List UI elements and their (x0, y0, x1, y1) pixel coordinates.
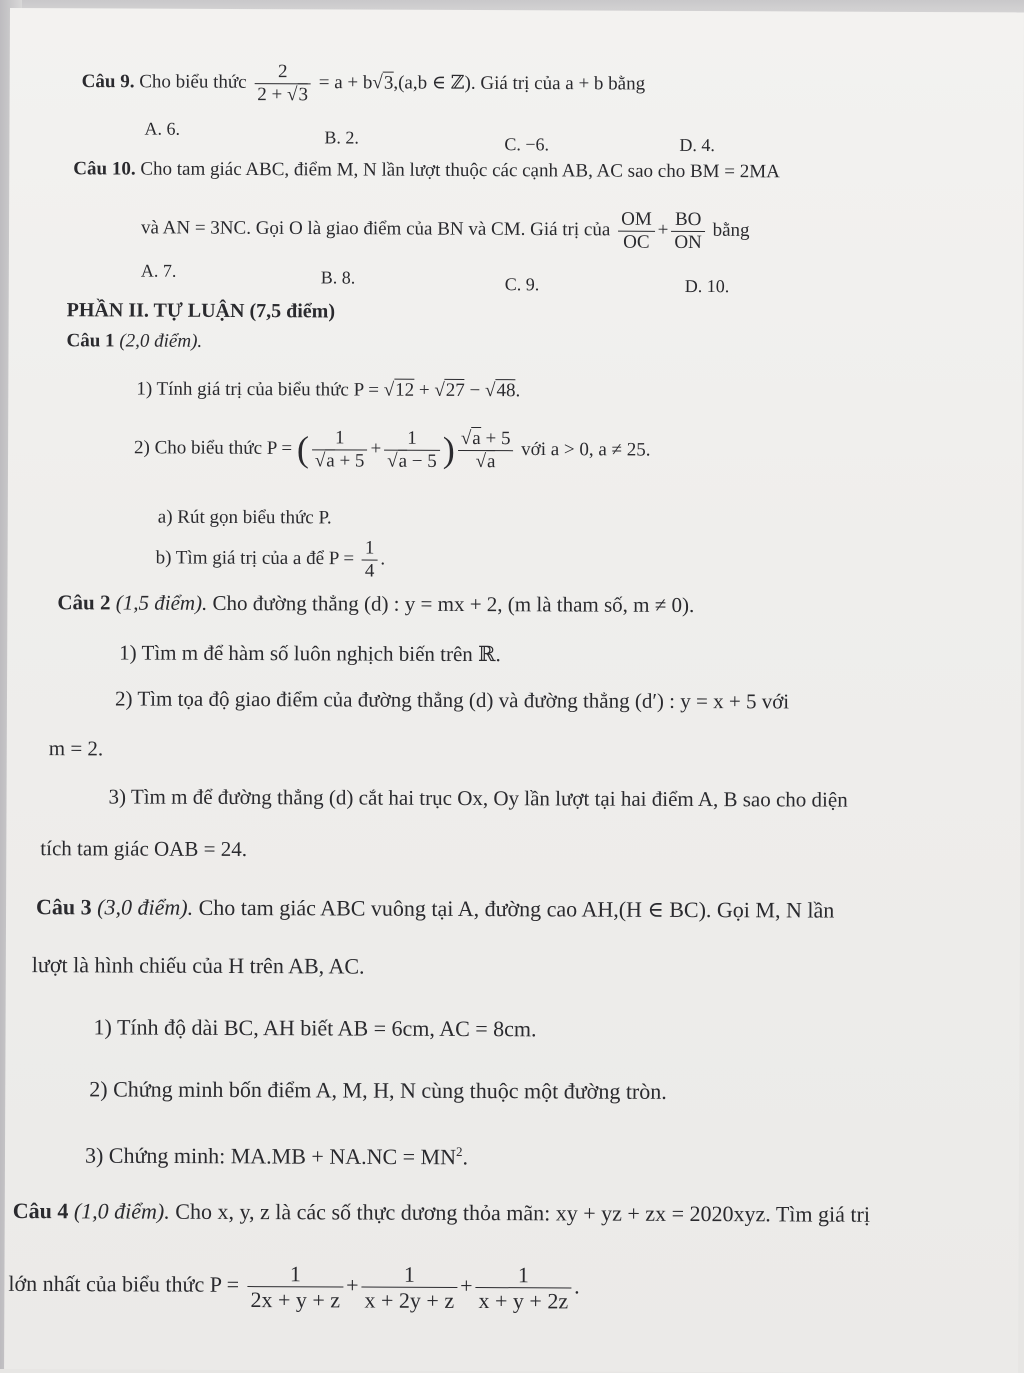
c1-label: Câu 1 (66, 330, 115, 352)
c1-frac2-den: √a − 5 (387, 450, 437, 472)
c1-s2-text: 2) Cho biểu thức P = (134, 437, 297, 459)
q9-label: Câu 9. (81, 71, 135, 93)
c1-s1-minus: − (464, 379, 486, 402)
c1-s1: 1) Tính giá trị của biểu thức P = √12 + √27 − √48. (136, 378, 521, 402)
c1-frac1 (312, 427, 368, 472)
c1-frac1-den: √a + 5 (314, 450, 365, 472)
c1-s2-condition: với a > 0, a ≠ 25. (521, 438, 651, 461)
c4-frac1-den: 2x + y + z (250, 1287, 341, 1313)
c1-sb-num: 1 (362, 538, 378, 561)
c1-sb-den: 4 (364, 560, 375, 582)
c1-points: (2,0 điểm). (119, 330, 203, 352)
c4-frac1-num: 1 (248, 1261, 344, 1288)
exam-sheet (4, 8, 1024, 1373)
c4-intro: Cho x, y, z là các số thực dương thỏa mãn: xy + yz + zx = 2020xyz. Tìm giá trị (175, 1198, 871, 1227)
c1-title (66, 330, 202, 353)
q9-fraction (254, 61, 311, 106)
c2-intro: Cho đường thẳng (d) : y = mx + 2, (m là tham số, m ≠ 0). (212, 590, 695, 617)
c4-frac3-num: 1 (476, 1262, 572, 1289)
c3-points: (3,0 điểm). (97, 894, 194, 920)
q10-option-a: A. 7. (140, 260, 177, 281)
q9-stem: Câu 9. Cho biểu thức $\frac{2}{2 + √3}$ = a + b√3,(a,b ∈ ℤ). Giá trị của a + b bằng (81, 61, 646, 106)
q9-eq-root: 3 (383, 72, 394, 94)
q10-f1-num: OM (618, 209, 655, 232)
c1-frac2-root: a (398, 450, 408, 472)
c1-s1-plus: + (414, 379, 435, 401)
q10-line1 (73, 158, 780, 184)
c4-end: . (574, 1273, 580, 1299)
c1-frac1-num: 1 (312, 427, 368, 450)
c2-s3-cont: tích tam giác OAB = 24. (40, 836, 248, 862)
q10-f1-den: OC (623, 231, 650, 253)
c3-s3-text: 3) Chứng minh: MA.MB + NA.NC = MN (84, 1142, 457, 1170)
c4-frac2-den: x + 2y + z (364, 1287, 455, 1314)
q10-line2 (141, 207, 750, 254)
q10-option-b: B. 8. (320, 267, 356, 288)
q10-plus: + (657, 219, 669, 241)
c4-plus2: + (460, 1272, 473, 1298)
c1-frac1-root: a (326, 450, 335, 472)
c4-expression (8, 1260, 580, 1314)
c4-frac3 (475, 1262, 571, 1314)
q10-frac-om-oc (618, 209, 655, 254)
c4-plus1: + (346, 1272, 359, 1298)
q10-f2-den: ON (674, 231, 702, 253)
q9-eq-b: ,(a,b ∈ ℤ). Giá trị của a + b bằng (393, 72, 646, 95)
c1-frac1-tail: + 5 (334, 450, 365, 472)
q9-text: Cho biểu thức (139, 71, 247, 93)
c4-frac3-den: x + y + 2z (478, 1288, 569, 1314)
q10-frac-bo-on (671, 209, 705, 254)
c1-frac3-num: √a + 5 (458, 428, 514, 451)
c1-frac3-num-tail: + 5 (480, 428, 511, 450)
c1-s1-text: 1) Tính giá trị của biểu thức P = (136, 378, 384, 401)
c2-s1: 1) Tìm m để hàm số luôn nghịch biến trên ℝ. (119, 640, 501, 667)
c1-root48: 48 (496, 380, 516, 402)
q10-f2-num: BO (671, 209, 705, 232)
c1-sb-text: b) Tìm giá trị của a để P = (155, 547, 359, 570)
c1-frac3-den-root: a (487, 450, 496, 472)
c3-s2: 2) Chứng minh bốn điểm A, M, H, N cùng thuộc một đường tròn. (89, 1076, 667, 1104)
c3-s1: 1) Tính độ dài BC, AH biết AB = 6cm, AC = 8cm. (93, 1014, 537, 1042)
c1-sb (155, 537, 385, 583)
c4-label: Câu 4 (12, 1198, 69, 1224)
c1-frac3-num-root: a (472, 428, 481, 450)
c3-title (36, 894, 834, 924)
c1-s1-end: . (515, 380, 521, 402)
c1-s2: 2) Cho biểu thức P = ( $\frac{1}{√a + 5}$ + $\frac{1}{√a - 5}$ ) $\frac{√a + 5}{√a}$ với a > 0, a ≠ 25. (134, 427, 651, 472)
c1-frac3 (458, 428, 514, 473)
q9-eq-a: = a + b (318, 72, 373, 94)
c1-sb-frac (362, 538, 378, 583)
c3-s3-sup: 2 (456, 1143, 463, 1159)
q10-option-d: D. 10. (684, 275, 730, 297)
c2-s3: 3) Tìm m để đường thẳng (d) cắt hai trục Ox, Oy lần lượt tại hai điểm A, B sao cho diện (108, 784, 848, 812)
c4-frac2 (361, 1262, 457, 1314)
c3-intro-cont: lượt là hình chiếu của H trên AB, AC. (31, 952, 365, 979)
q9-option-b: B. 2. (324, 127, 359, 148)
q9-option-c: C. −6. (504, 134, 550, 155)
q10-text1: Cho tam giác ABC, điểm M, N lần lượt thuộc các cạnh AB, AC sao cho BM = 2MA (140, 158, 780, 183)
part2-heading: PHẦN II. TỰ LUẬN (7,5 điểm) (66, 299, 336, 323)
q10-text2: và AN = 3NC. Gọi O là giao điểm của BN và CM. Giá trị của (140, 217, 611, 241)
q9-option-a: A. 6. (144, 118, 181, 139)
c4-frac1 (247, 1261, 343, 1313)
c4-title (13, 1198, 870, 1228)
c3-intro: Cho tam giác ABC vuông tại A, đường cao AH,(H ∈ BC). Gọi M, N lần (198, 894, 835, 923)
c1-rparen: ) (442, 429, 455, 470)
c1-frac2 (384, 428, 440, 473)
c4-frac2-num: 1 (362, 1262, 458, 1289)
c3-s3-end: . (462, 1144, 469, 1170)
c1-frac3-den: √a (475, 450, 496, 472)
c2-label: Câu 2 (57, 590, 111, 615)
c1-sb-end: . (380, 548, 386, 570)
c1-lparen: ( (296, 428, 309, 469)
q10-text3: bằng (712, 219, 750, 241)
c1-frac2-tail: − 5 (406, 450, 437, 472)
q9-option-d: D. 4. (679, 134, 715, 156)
q9-frac-den: 2 + √3 (257, 83, 309, 106)
c2-s2-cont: m = 2. (48, 736, 104, 761)
c1-root27: 27 (445, 379, 465, 401)
c1-sa: a) Rút gọn biểu thức P. (157, 506, 332, 529)
c3-s3 (85, 1142, 468, 1170)
q9-den-root: 3 (298, 84, 309, 106)
c4-text: lớn nhất của biểu thức P = (8, 1270, 245, 1297)
q9-frac-num: 2 (254, 61, 311, 84)
c4-points: (1,0 điểm). (73, 1198, 170, 1224)
q9-den-a: 2 + (257, 83, 288, 106)
c1-frac2-num: 1 (384, 428, 440, 451)
c2-title (57, 590, 694, 618)
c3-label: Câu 3 (36, 894, 92, 920)
c2-s2: 2) Tìm tọa độ giao điểm của đường thẳng (d) và đường thẳng (d′) : y = x + 5 với (114, 686, 790, 714)
c1-root12: 12 (395, 379, 415, 401)
q10-option-c: C. 9. (504, 274, 540, 295)
c2-points: (1,5 điểm). (115, 590, 208, 615)
q10-label: Câu 10. (73, 158, 136, 180)
